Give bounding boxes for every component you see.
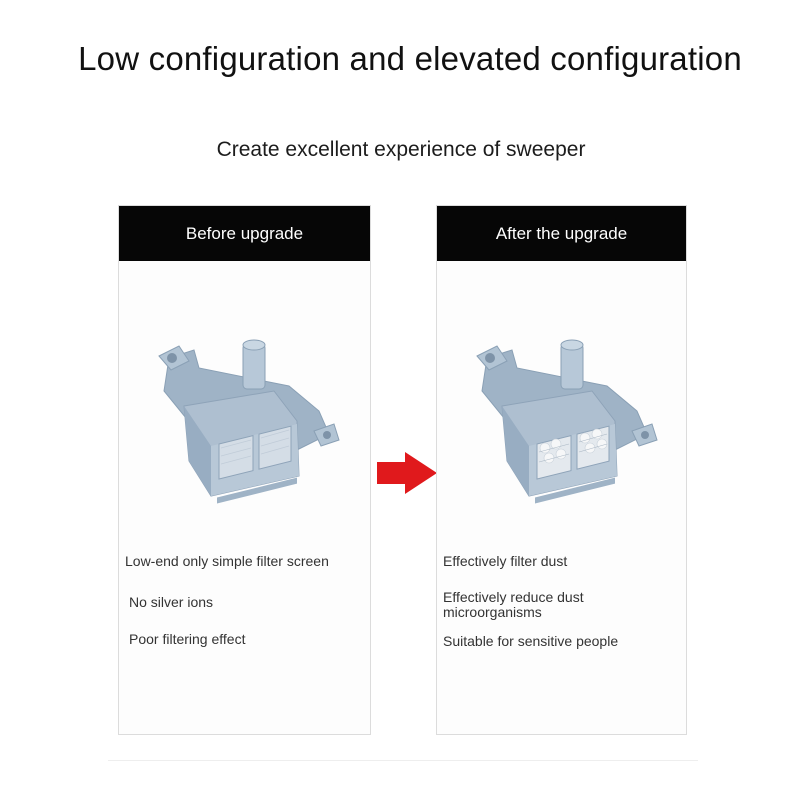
upgraded-filter-image — [457, 336, 667, 506]
after-upgrade-header — [437, 206, 686, 261]
before-upgrade-label: Before upgrade — [185, 223, 304, 243]
arrow-right-icon — [375, 450, 439, 496]
after-upgrade-panel — [436, 205, 687, 735]
before-feature-1: Low-end only simple filter screen — [125, 553, 329, 569]
after-upgrade-label: After the upgrade — [495, 223, 628, 243]
basic-filter-image — [139, 336, 349, 506]
after-feature-3: Suitable for sensitive people — [443, 633, 619, 649]
page-subtitle: Create excellent experience of sweeper — [216, 138, 586, 161]
after-feature-1: Effectively filter dust — [443, 553, 568, 569]
after-feature-2: Effectively reduce dust microorganisms — [443, 589, 584, 620]
page-title: Low configuration and elevated configuration — [78, 40, 742, 77]
before-feature-2: No silver ions — [129, 594, 214, 610]
before-upgrade-header — [119, 206, 370, 261]
before-feature-3: Poor filtering effect — [129, 631, 246, 647]
bottom-divider — [108, 760, 698, 761]
before-upgrade-panel — [118, 205, 371, 735]
